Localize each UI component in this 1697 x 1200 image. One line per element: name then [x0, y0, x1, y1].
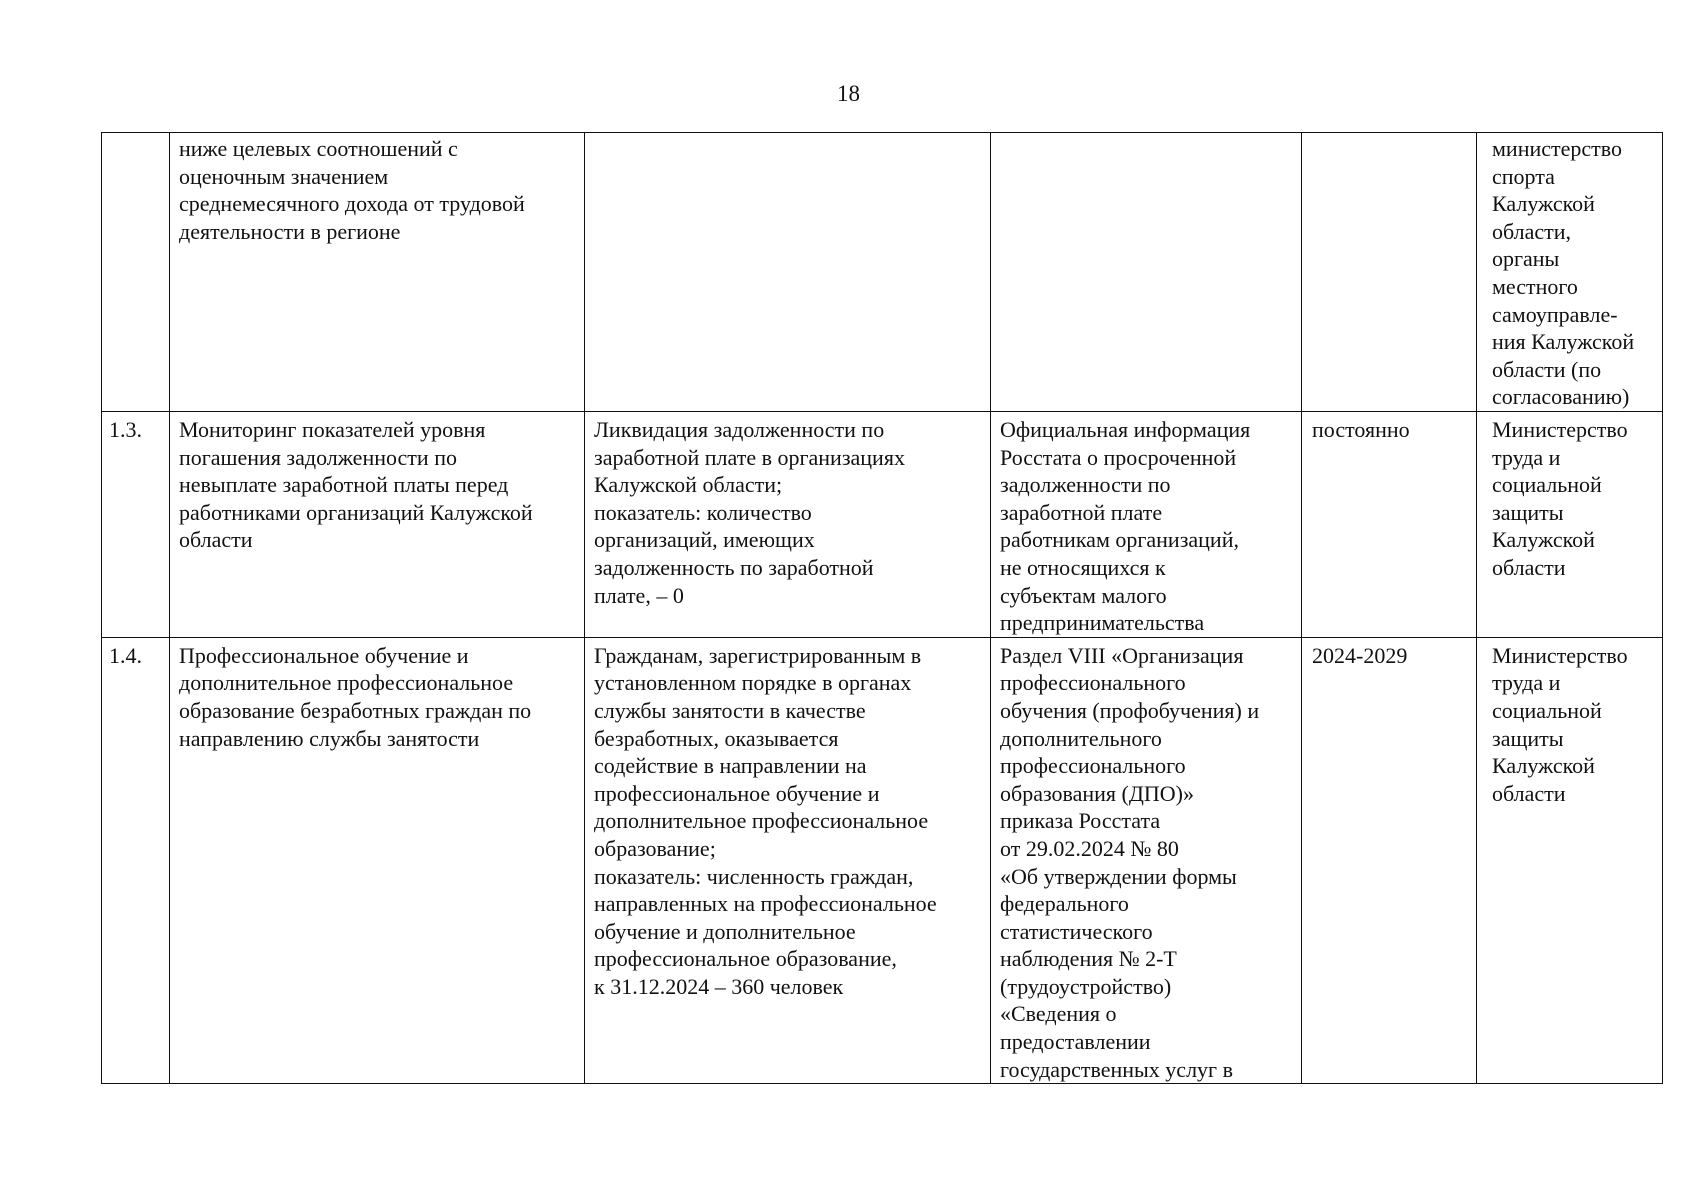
table-row [102, 637, 1663, 1084]
measures-table [101, 132, 1663, 1084]
executor-cell: министерство спорта Калужской области, органы местного самоуправле- ния Калужской области (по согласованию) [1477, 133, 1663, 412]
deadline-cell: 2024-2029 [1302, 637, 1477, 1084]
information-source-cell [991, 133, 1302, 412]
table-row [102, 133, 1663, 412]
table-row [102, 412, 1663, 638]
executor-cell: Министерство труда и социальной защиты Калужской области [1477, 412, 1663, 638]
executor-cell: Министерство труда и социальной защиты Калужской области [1477, 637, 1663, 1084]
deadline-cell [1302, 133, 1477, 412]
row-number: 1.3. [102, 412, 170, 638]
activity-cell: Профессиональное обучение и дополнительное профессиональное образование безработных граждан по направлению службы занятости [170, 637, 585, 1084]
row-number: 1.4. [102, 637, 170, 1084]
activity-cell: ниже целевых соотношений с оценочным значением среднемесячного дохода от трудовой деятельности в регионе [170, 133, 585, 412]
information-source-cell: Раздел VIII «Организация профессионального обучения (профобучения) и дополнительного профессионального образования (ДПО)» приказа Росстата от 29.02.2024 № 80 «Об утверждении формы федерального статистического наблюдения № 2-Т (трудоустройство) «Сведения о предоставлении государственных услуг в [991, 637, 1302, 1084]
information-source-cell: Официальная информация Росстата о просроченной задолженности по заработной плате работникам организаций, не относящихся к субъектам малого предпринимательства [991, 412, 1302, 638]
result-indicator-cell: Ликвидация задолженности по заработной плате в организациях Калужской области; показатель: количество организаций, имеющих задолженность по заработной плате, – 0 [585, 412, 991, 638]
activity-cell: Мониторинг показателей уровня погашения задолженности по невыплате заработной платы перед работниками организаций Калужской области [170, 412, 585, 638]
deadline-cell: постоянно [1302, 412, 1477, 638]
row-number [102, 133, 170, 412]
page-number: 18 [837, 81, 860, 106]
result-indicator-cell: Гражданам, зарегистрированным в установленном порядке в органах службы занятости в качестве безработных, оказывается содействие в направлении на профессиональное обучение и дополнительное профессиональное образование; показатель: численность граждан, направленных на профессиональное обучение и дополнительное профессиональное образование, к 31.12.2024 – 360 человек [585, 637, 991, 1084]
result-indicator-cell [585, 133, 991, 412]
